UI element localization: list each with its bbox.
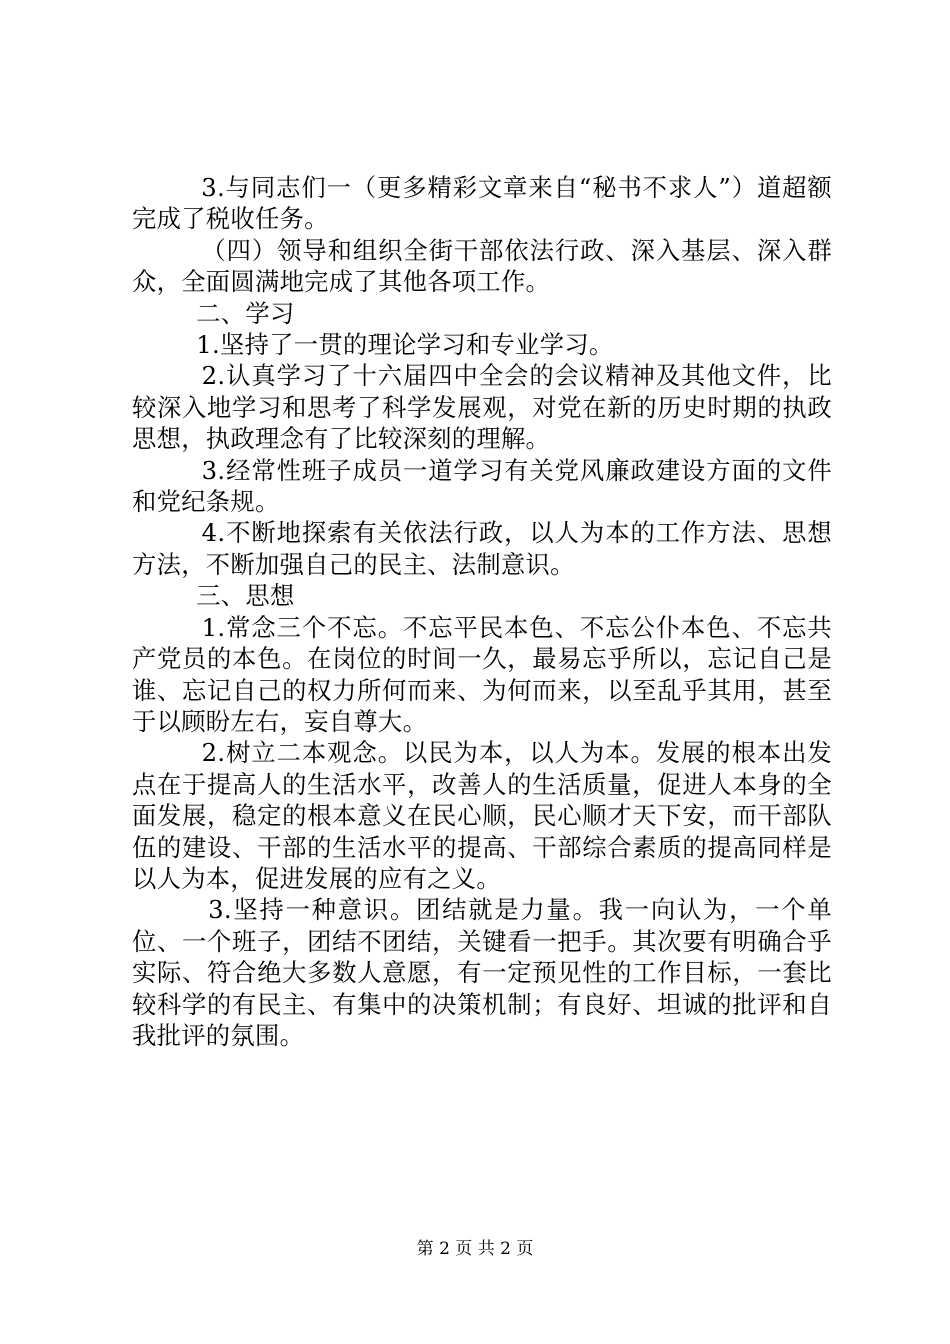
paragraph-thought-1: 1.常念三个不忘。不忘平民本色、不忘公仆本色、不忘共产党员的本色。在岗位的时间一久，最易忘乎所以，忘记自己是谁、忘记自己的权力所何而来、为何而来，以至乱乎其用，甚至于以顾盼左右，妄自尊大。 [132,612,833,736]
paragraph-thought-2: 2.树立二本观念。以民为本，以人为本。发展的根本出发点在于提高人的生活水平，改善人的生活质量，促进人本身的全面发展，稳定的根本意义在民心顺，民心顺才天下安，而干部队伍的建设、干部的生活水平的提高、干部综合素质的提高同样是以人为本，促进发展的应有之义。 [132,738,833,893]
section-heading-thought: 三、思想 [132,581,295,611]
paragraph-study-2: 2.认真学习了十六届四中全会的会议精神及其他文件，比较深入地学习和思考了科学发展观，对党在新的历史时期的执政思想，执政理念有了比较深刻的理解。 [132,361,833,454]
section-heading-study: 二、学习 [132,298,295,328]
paragraph-study-3: 3.经常性班子成员一道学习有关党风廉政建设方面的文件和党纪条规。 [132,455,833,517]
paragraph-study-1: 1.坚持了一贯的理论学习和专业学习。 [132,330,614,360]
paragraph-other-work: （四）领导和组织全街干部依法行政、深入基层、深入群众，全面圆满地完成了其他各项工作。 [132,235,833,297]
document-body [132,172,832,1051]
paragraph-study-4: 4.不断地探索有关依法行政，以人为本的工作方法、思想方法，不断加强自己的民主、法制意识。 [132,518,833,579]
paragraph-tax-task: 3.与同志们一（更多精彩文章来自“秘书不求人”）道超额完成了税收任务。 [132,173,833,234]
paragraph-thought-3: 3.坚持一种意识。团结就是力量。我一向认为，一个单位、一个班子，团结不团结，关键看一把手。其次要有明确合乎实际、符合绝大多数人意愿，有一定预见性的工作目标，一套比较科学的有民主、有集中的决策机制；有良好、坦诚的批评和自我批评的氛围。 [132,895,832,1050]
page-number-footer: 第 2 页 共 2 页 [416,1239,534,1259]
